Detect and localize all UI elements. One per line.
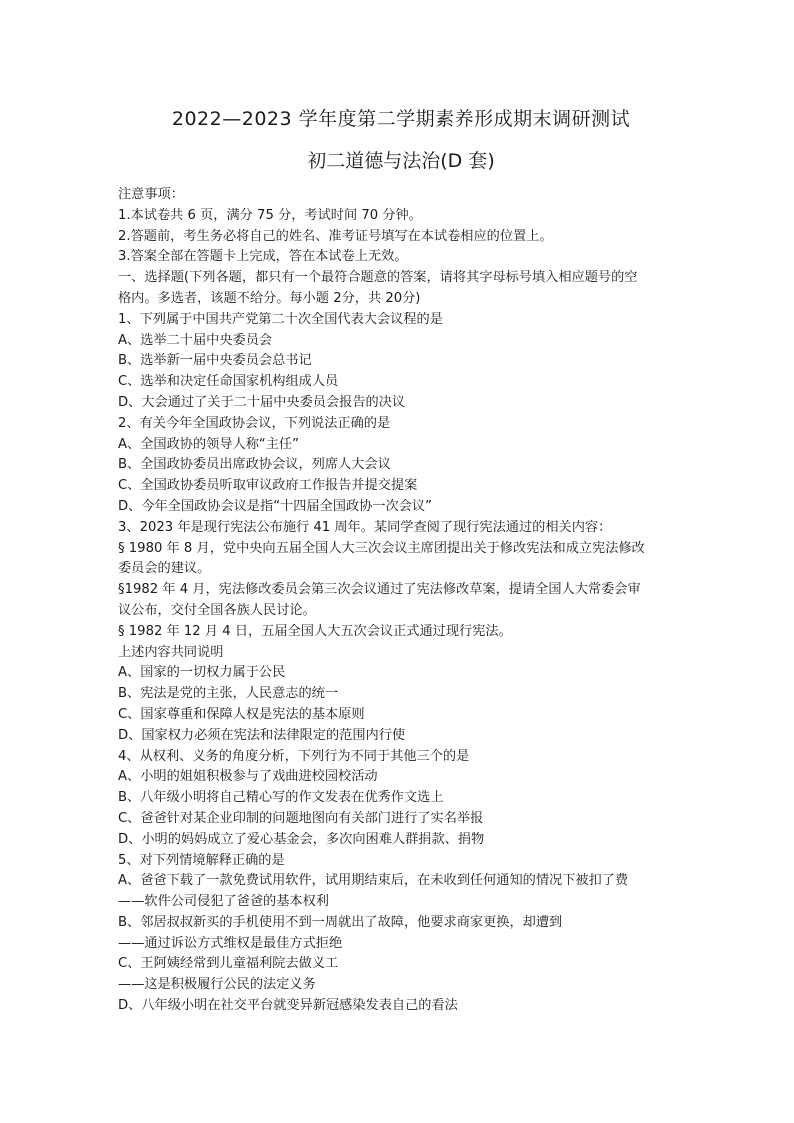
- text-line: A、选举二十届中央委员会: [118, 332, 273, 348]
- text-line: 一、选择题(下列各题，都只有一个最符合题意的答案，请将其字母标号填入相应题号的空: [118, 270, 638, 286]
- text-line: B、邻居叔叔新买的手机使用不到一周就出了故障，他要求商家更换，却遭到: [118, 914, 563, 930]
- text-line: 2.答题前，考生务必将自己的姓名、准考证号填写在本试卷相应的位置上。: [118, 228, 553, 244]
- text-line: D、大会通过了关于二十届中央委员会报告的决议: [118, 394, 406, 410]
- text-line: 1、下列属于中国共产党第二十次全国代表大会议程的是: [118, 311, 443, 327]
- text-line: C、爸爸针对某企业印制的问题地图向有关部门进行了实名举报: [118, 810, 484, 826]
- text-line: B、宪法是党的主张，人民意志的统一: [118, 686, 339, 702]
- text-line: ——这是积极履行公民的法定义务: [118, 977, 316, 993]
- text-line: §1982 年 4 月，宪法修改委员会第三次会议通过了宪法修改草案，提请全国人大常委会审: [118, 582, 641, 598]
- text-line: B、八年级小明将自己精心写的作文发表在优秀作文选上: [118, 790, 444, 806]
- text-line: C、选举和决定任命国家机构组成人员: [118, 374, 339, 390]
- text-line: C、王阿姨经常到儿童福利院去做义工: [118, 956, 339, 972]
- text-line: A、小明的姐姐积极参与了戏曲进校园校活动: [118, 769, 378, 785]
- text-line: A、爸爸下载了一款免费试用软件，试用期结束后，在未收到任何通知的情况下被扣了费: [118, 873, 629, 889]
- text-line: C、国家尊重和保障人权是宪法的基本原则: [118, 706, 365, 722]
- exam-title: 2022—2023 学年度第二学期素养形成期末调研测试: [171, 108, 631, 130]
- text-line: 5、对下列情境解释正确的是: [118, 852, 285, 868]
- text-line: § 1982 年 12 月 4 日，五届全国人大五次会议正式通过现行宪法。: [118, 623, 512, 639]
- text-line: 4、从权利、义务的角度分析，下列行为不同于其他三个的是: [118, 748, 470, 764]
- text-line: D、八年级小明在社交平台就变异新冠感染发表自己的看法: [118, 998, 458, 1014]
- text-line: A、国家的一切权力属于公民: [118, 665, 286, 681]
- text-line: 3.答案全部在答题卡上完成，答在本试卷上无效。: [118, 249, 408, 265]
- text-line: ——软件公司侵犯了爸爸的基本权利: [118, 894, 329, 910]
- exam-subtitle: 初二道德与法治(D 套): [307, 150, 495, 172]
- text-line: B、选举新一届中央委员会总书记: [118, 353, 312, 369]
- text-line: D、今年全国政协会议是指“十四届全国政协一次会议”: [118, 498, 432, 514]
- text-line: C、全国政协委员听取审议政府工作报告并提交提案: [118, 478, 418, 494]
- text-line: 1.本试卷共 6 页，满分 75 分，考试时间 70 分钟。: [118, 207, 422, 223]
- text-line: 上述内容共同说明: [118, 644, 224, 660]
- text-line: ——通过诉讼方式维权是最佳方式拒绝: [118, 935, 343, 951]
- text-line: D、小明的妈妈成立了爱心基金会，多次向困难人群捐款、捐物: [118, 831, 485, 847]
- text-line: 2、有关今年全国政协会议，下列说法正确的是: [118, 415, 391, 431]
- text-line: A、全国政协的领导人称“主任”: [118, 436, 299, 452]
- text-line: D、国家权力必须在宪法和法律限定的范围内行使: [118, 727, 406, 743]
- text-line: 格内。多选者，该题不给分。每小题 2分，共 20分): [118, 290, 421, 306]
- text-line: 议公布，交付全国各族人民讨论。: [118, 602, 316, 618]
- text-line: 委员会的建议。: [118, 561, 211, 577]
- text-line: § 1980 年 8 月，党中央向五届全国人大三次会议主席团提出关于修改宪法和成立宪法修改: [118, 540, 645, 556]
- text-line: B、全国政协委员出席政协会议，列席人大会议: [118, 457, 391, 473]
- exam-body: [118, 185, 684, 1017]
- text-line: 3、2023 年是现行宪法公布施行 41 周年。某同学查阅了现行宪法通过的相关内容：: [118, 519, 612, 535]
- text-line: 注意事项：: [118, 187, 184, 202]
